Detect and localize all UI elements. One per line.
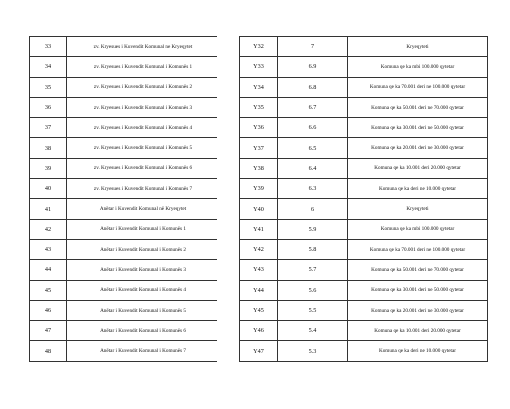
row-number: 39 [30,158,67,178]
table-row [30,300,220,320]
municipality-category: Kryeqyteti [348,199,488,219]
position-title: zv. Kryesues i Kuvendit Komunal i Komunës 4 [67,118,220,138]
coefficient-value: 6.4 [278,158,348,178]
grade-code: Y45 [240,300,278,320]
coefficient-value: 6.9 [278,57,348,77]
row-number: 41 [30,199,67,219]
position-title: Anëtar i Kuvendit Komunal i Komunës 3 [67,260,220,280]
position-title: Anëtar i Kuvendit Komunal i Komunës 4 [67,280,220,300]
municipality-category: Komuna qe ka 70.001 deri ne 100.000 qytetar [348,77,488,97]
grade-code: Y43 [240,260,278,280]
grade-code: Y36 [240,118,278,138]
position-title: zv. Kryesues i Kuvendit Komunal i Komunës 3 [67,97,220,117]
coefficient-value: 6.3 [278,179,348,199]
grade-code: Y33 [240,57,278,77]
coefficient-value: 5.4 [278,321,348,341]
municipality-category: Komuna qe ka deri ne 10.000 qytetar [348,179,488,199]
municipality-category: Komuna qe ka deri ne 10.000 qytetar [348,341,488,361]
position-title: zv. Kryesues i Kuvendit Komunal i Komunës 5 [67,138,220,158]
municipality-category: Komuna qe ka 30.001 deri ne 50.000 qytetar [348,118,488,138]
row-number: 46 [30,300,67,320]
table-row [30,321,220,341]
table-row [30,37,220,57]
table-row [30,118,220,138]
table-row [30,239,220,259]
grade-code: Y32 [240,37,278,57]
row-number: 38 [30,138,67,158]
coefficient-value: 5.6 [278,280,348,300]
coefficient-value: 6 [278,199,348,219]
position-title: zv. Kryesues i Kuvendit Komunal ne Kryeqytet [67,37,220,57]
grade-code: Y38 [240,158,278,178]
table-row [240,300,488,320]
municipality-category: Komuna qe ka mbi 100.000 qytetar [348,219,488,239]
row-number: 34 [30,57,67,77]
grade-code: Y44 [240,280,278,300]
grade-code: Y39 [240,179,278,199]
table-row [240,77,488,97]
coefficient-value: 6.7 [278,97,348,117]
row-number: 42 [30,219,67,239]
grade-code: Y47 [240,341,278,361]
position-title: Anëtar i Kuvendit Komunal në Kryeqytet [67,199,220,219]
table-row [240,280,488,300]
position-title: zv. Kryesues i Kuvendit Komunal i Komunës 1 [67,57,220,77]
row-number: 44 [30,260,67,280]
position-title: Anëtar i Kuvendit Komunal i Komunës 7 [67,341,220,361]
municipality-category: Komuna qe ka 50.001 deri ne 70.000 qytetar [348,97,488,117]
municipality-category: Komuna qe ka 70.001 deri ne 100.000 qytetar [348,239,488,259]
position-title: Anëtar i Kuvendit Komunal i Komunës 2 [67,239,220,259]
municipality-category: Komuna qe ka 20.001 deri ne 30.000 qytetar [348,300,488,320]
position-title: Anëtar i Kuvendit Komunal i Komunës 1 [67,219,220,239]
row-number: 33 [30,37,67,57]
row-number: 35 [30,77,67,97]
table-row [30,199,220,219]
table-row [240,239,488,259]
table-row [240,260,488,280]
coefficient-value: 6.6 [278,118,348,138]
municipality-category: Komuna qe ka 50.001 deri ne 70.000 qytetar [348,260,488,280]
position-title: Anëtar i Kuvendit Komunal i Komunës 5 [67,300,220,320]
row-number: 40 [30,179,67,199]
table-row [30,138,220,158]
municipality-category: Komuna qe ka 10.001 deri 20.000 qytetar [348,158,488,178]
municipality-category: Komuna qe ka 10.001 deri 20.000 qytetar [348,321,488,341]
table-row [240,37,488,57]
coefficient-value: 5.5 [278,300,348,320]
table-row [30,341,220,361]
position-title: zv. Kryesues i Kuvendit Komunal i Komunës 2 [67,77,220,97]
coefficient-value: 7 [278,37,348,57]
table-row [30,179,220,199]
table-row [240,138,488,158]
coefficient-value: 5.7 [278,260,348,280]
table-row [30,219,220,239]
grade-code: Y42 [240,239,278,259]
row-number: 37 [30,118,67,138]
position-title: zv. Kryesues i Kuvendit Komunal i Komunës 6 [67,158,220,178]
table-row [30,77,220,97]
table-row [30,260,220,280]
municipality-category: Komuna qe ka 30.001 deri ne 50.000 qytetar [348,280,488,300]
coefficient-value: 5.9 [278,219,348,239]
table-row [240,158,488,178]
coefficient-value: 6.5 [278,138,348,158]
table-row [240,219,488,239]
table-row [240,341,488,361]
grade-code: Y37 [240,138,278,158]
coefficient-value: 5.8 [278,239,348,259]
municipality-category: Kryeqyteti [348,37,488,57]
table-row [30,57,220,77]
grade-code: Y41 [240,219,278,239]
table-row [30,97,220,117]
position-table-body [30,37,220,362]
table-row [30,158,220,178]
municipality-category: Komuna qe ka 20.001 deri ne 30.000 qytetar [348,138,488,158]
grade-code: Y46 [240,321,278,341]
grade-code: Y35 [240,97,278,117]
table-row [240,57,488,77]
position-title: Anëtar i Kuvendit Komunal i Komunës 6 [67,321,220,341]
row-number: 47 [30,321,67,341]
table-row [240,118,488,138]
position-title: zv. Kryesues i Kuvendit Komunal i Komunës 7 [67,179,220,199]
table-gap [217,36,239,362]
row-number: 48 [30,341,67,361]
municipality-category: Komuna qe ka mbi 100.000 qytetar [348,57,488,77]
coefficient-value: 5.3 [278,341,348,361]
position-table [29,36,220,362]
row-number: 45 [30,280,67,300]
row-number: 43 [30,239,67,259]
grade-code: Y40 [240,199,278,219]
grade-code: Y34 [240,77,278,97]
row-number: 36 [30,97,67,117]
coefficient-value: 6.8 [278,77,348,97]
table-row [240,199,488,219]
coefficient-table-body [240,37,488,362]
table-row [240,179,488,199]
table-row [240,321,488,341]
table-row [30,280,220,300]
coefficient-table [239,36,488,362]
table-row [240,97,488,117]
